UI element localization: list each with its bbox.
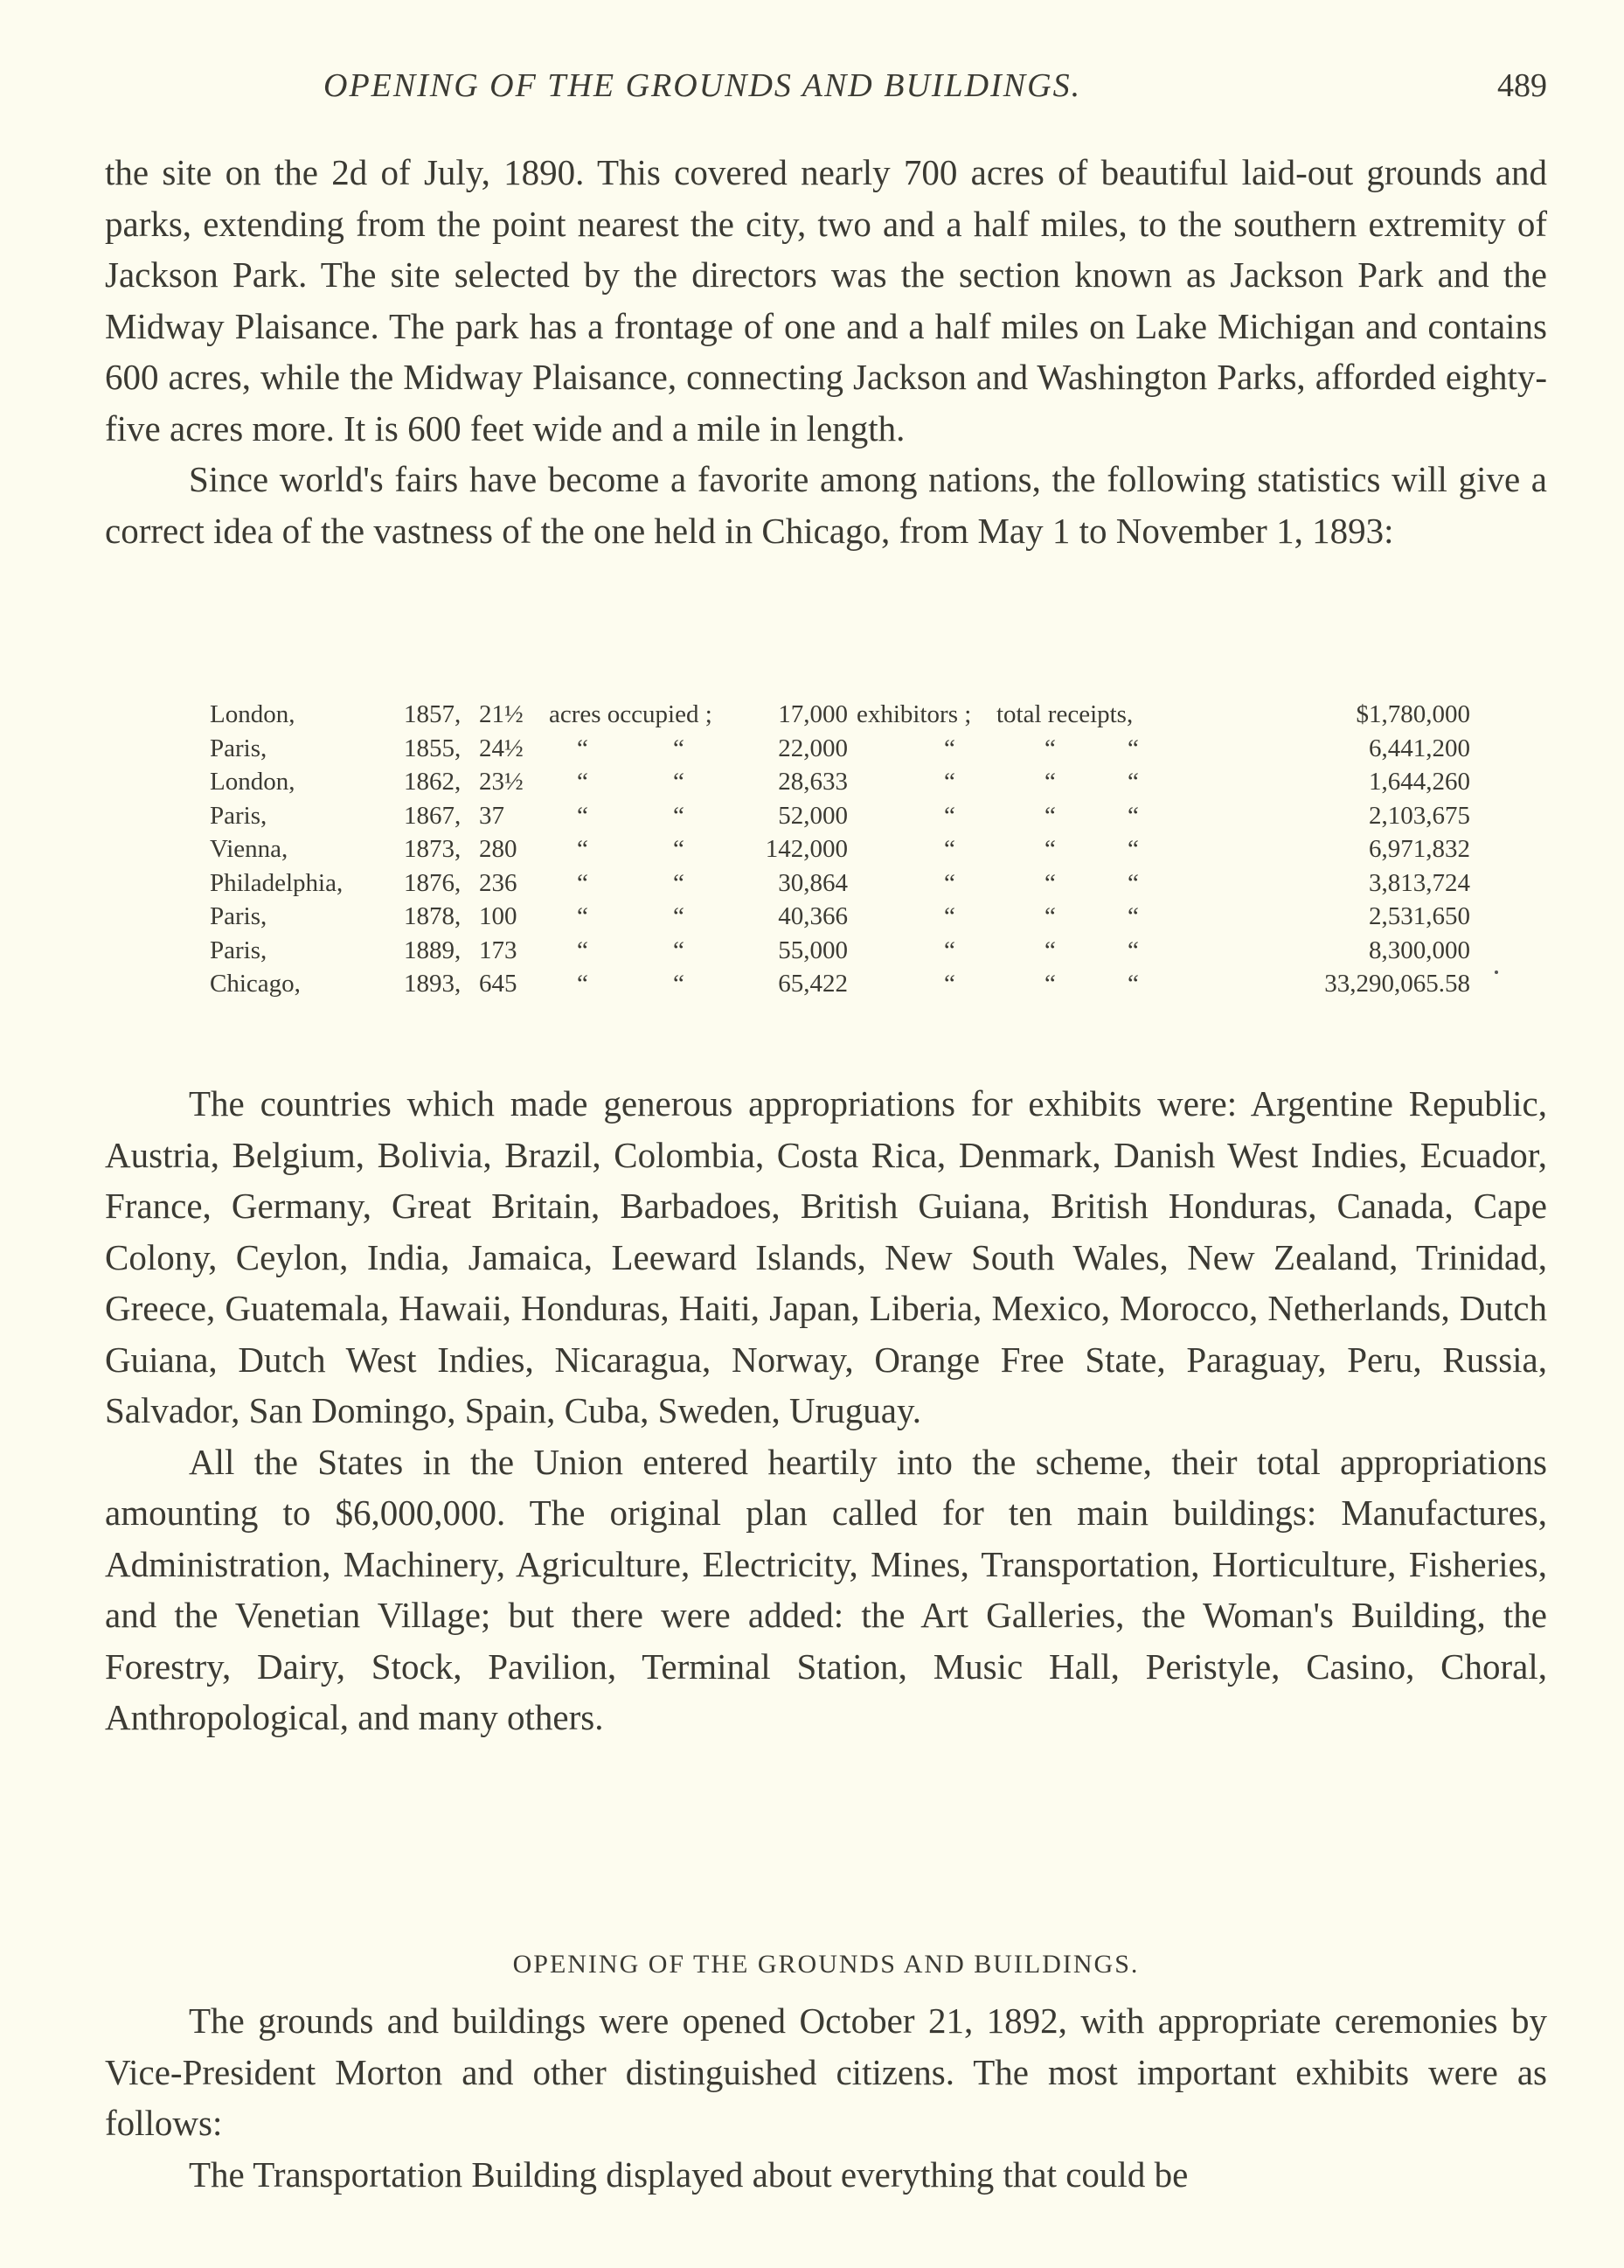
table-row bbox=[210, 765, 1538, 799]
ditto-mark: “ bbox=[577, 970, 588, 998]
ditto-mark: “ bbox=[577, 734, 588, 762]
receipts-label: total receipts, bbox=[996, 700, 1134, 728]
ditto-mark: “ bbox=[1128, 936, 1139, 964]
body-text-bottom bbox=[105, 1995, 1547, 2200]
ditto-mark: “ bbox=[1128, 734, 1139, 762]
ditto-mark: “ bbox=[944, 734, 955, 762]
year: 1873, bbox=[404, 835, 462, 863]
ditto-mark: “ bbox=[673, 902, 684, 930]
acres: 173 bbox=[479, 936, 517, 964]
acres: 236 bbox=[479, 868, 517, 897]
receipts: 3,813,724 bbox=[1369, 868, 1470, 897]
city: Vienna, bbox=[210, 835, 288, 863]
receipts: 2,531,650 bbox=[1369, 902, 1470, 930]
ditto-mark: “ bbox=[944, 868, 955, 897]
year: 1855, bbox=[404, 734, 462, 762]
receipts: 2,103,675 bbox=[1369, 801, 1470, 830]
city: Paris, bbox=[210, 801, 267, 830]
section-heading: OPENING OF THE GROUNDS AND BUILDINGS. bbox=[512, 1950, 1140, 1979]
ditto-mark: “ bbox=[673, 835, 684, 863]
ditto-mark: “ bbox=[944, 835, 955, 863]
acres: 21½ bbox=[479, 700, 524, 728]
city: Paris, bbox=[210, 902, 267, 930]
ditto-mark: “ bbox=[673, 768, 684, 796]
year: 1862, bbox=[404, 768, 462, 796]
ditto-mark: “ bbox=[1128, 768, 1139, 796]
acres: 37 bbox=[479, 801, 504, 830]
city: London, bbox=[210, 700, 295, 728]
city: Chicago, bbox=[210, 970, 301, 998]
running-head bbox=[105, 66, 1547, 110]
year: 1857, bbox=[404, 700, 462, 728]
paragraph: The grounds and buildings were opened October 21, 1892, with appropriate ceremonies by Vice-President Morton and other distinguished citizens. The most important exhibits were as follows: bbox=[105, 2000, 1547, 2143]
paragraph: The Transportation Building displayed about everything that could be bbox=[189, 2153, 1189, 2195]
ditto-mark: “ bbox=[944, 902, 955, 930]
table-row bbox=[210, 934, 1538, 968]
receipts: 33,290,065.58 bbox=[1324, 970, 1470, 998]
table-row bbox=[210, 732, 1538, 766]
receipts: 6,441,200 bbox=[1369, 734, 1470, 762]
ditto-mark: “ bbox=[944, 936, 955, 964]
year: 1878, bbox=[404, 902, 462, 930]
year: 1867, bbox=[404, 801, 462, 830]
exhibitors: 17,000 bbox=[778, 700, 848, 728]
ditto-mark: “ bbox=[673, 868, 684, 897]
print-speck bbox=[1495, 971, 1498, 974]
ditto-mark: “ bbox=[1044, 902, 1056, 930]
year: 1889, bbox=[404, 936, 462, 964]
table-row bbox=[210, 967, 1538, 1001]
ditto-mark: “ bbox=[577, 936, 588, 964]
ditto-mark: “ bbox=[1044, 835, 1056, 863]
city: Paris, bbox=[210, 936, 267, 964]
acres: 280 bbox=[479, 835, 517, 863]
acres: 24½ bbox=[479, 734, 524, 762]
running-title: OPENING OF THE GROUNDS AND BUILDINGS. bbox=[323, 67, 1082, 104]
paragraph: All the States in the Union entered heartily into the scheme, their total appropriations amounting to $6,000,000. The original plan called for ten main buildings: Manufactures, Administration, Machinery, Agriculture, Electricity, Mines, Transportation, Horticulture, Fisheries, and the Venetian Village; but there were added: the Art Galleries, the Woman's Building, the Forestry, Dairy, Stock, Pavilion, Terminal Station, Music Hall, Peristyle, Casino, Choral, Anthropological, and many others. bbox=[105, 1441, 1547, 1737]
paragraph: The countries which made generous appropriations for exhibits were: Argentine Republic, Austria, Belgium, Bolivia, Brazil, Colombia, Costa Rica, Denmark, Danish West Indies, Ecuador, France, Germany, Great Britain, Barbadoes, British Guiana, British Honduras, Canada, Cape Colony, Ceylon, India, Jamaica, Leeward Islands, New South Wales, New Zealand, Trinidad, Greece, Guatemala, Hawaii, Honduras, Haiti, Japan, Liberia, Mexico, Morocco, Netherlands, Dutch Guiana, Dutch West Indies, Nicaragua, Norway, Orange Free State, Paraguay, Peru, Russia, Salvador, San Domingo, Spain, Cuba, Sweden, Uruguay. bbox=[105, 1083, 1547, 1430]
acres: 100 bbox=[479, 902, 517, 930]
table-row bbox=[210, 698, 1538, 732]
city: Philadelphia, bbox=[210, 868, 344, 897]
ditto-mark: “ bbox=[577, 801, 588, 830]
ditto-mark: “ bbox=[1044, 970, 1056, 998]
ditto-mark: “ bbox=[673, 801, 684, 830]
exhibitors: 65,422 bbox=[778, 970, 848, 998]
paragraph: the site on the 2d of July, 1890. This covered nearly 700 acres of beautiful laid-out grounds and parks, extending from the point nearest the city, two and a half miles, to the southern extremity of Jackson Park. The site selected by the directors was the section known as Jackson Park and the Midway Plaisance. The park has a frontage of one and a half miles on Lake Michigan and contains 600 acres, while the Midway Plaisance, connecting Jackson and Washington Parks, afforded eighty-five acres more. It is 600 feet wide and a mile in length. bbox=[105, 152, 1547, 449]
exhibitors: 55,000 bbox=[778, 936, 848, 964]
exhibitors: 142,000 bbox=[765, 835, 848, 863]
ditto-mark: “ bbox=[673, 970, 684, 998]
ditto-mark: “ bbox=[1044, 936, 1056, 964]
receipts: $1,780,000 bbox=[1356, 700, 1470, 728]
ditto-mark: “ bbox=[944, 768, 955, 796]
table-row bbox=[210, 832, 1538, 866]
ditto-mark: “ bbox=[1044, 734, 1056, 762]
year: 1876, bbox=[404, 868, 462, 897]
ditto-mark: “ bbox=[673, 734, 684, 762]
table-row bbox=[210, 799, 1538, 833]
acres: 23½ bbox=[479, 768, 524, 796]
receipts: 6,971,832 bbox=[1369, 835, 1470, 863]
ditto-mark: “ bbox=[944, 970, 955, 998]
exhibitors: 28,633 bbox=[778, 768, 848, 796]
city: London, bbox=[210, 768, 295, 796]
ditto-mark: “ bbox=[1128, 868, 1139, 897]
exhibitors-label: exhibitors ; bbox=[857, 700, 972, 728]
acres-label: acres occupied ; bbox=[549, 700, 712, 728]
city: Paris, bbox=[210, 734, 267, 762]
ditto-mark: “ bbox=[1128, 835, 1139, 863]
ditto-mark: “ bbox=[1128, 801, 1139, 830]
ditto-mark: “ bbox=[577, 902, 588, 930]
exhibitors: 40,366 bbox=[778, 902, 848, 930]
ditto-mark: “ bbox=[944, 801, 955, 830]
table-row bbox=[210, 900, 1538, 934]
ditto-mark: “ bbox=[673, 936, 684, 964]
ditto-mark: “ bbox=[1128, 902, 1139, 930]
ditto-mark: “ bbox=[1044, 868, 1056, 897]
page-number: 489 bbox=[1497, 67, 1547, 104]
ditto-mark: “ bbox=[577, 868, 588, 897]
body-text-middle bbox=[105, 1078, 1547, 1743]
exhibitors: 30,864 bbox=[778, 868, 848, 897]
ditto-mark: “ bbox=[1044, 801, 1056, 830]
ditto-mark: “ bbox=[1128, 970, 1139, 998]
ditto-mark: “ bbox=[1044, 768, 1056, 796]
year: 1893, bbox=[404, 970, 462, 998]
table-row bbox=[210, 866, 1538, 901]
body-text-top bbox=[105, 147, 1547, 556]
acres: 645 bbox=[479, 970, 517, 998]
exhibitors: 22,000 bbox=[778, 734, 848, 762]
ditto-mark: “ bbox=[577, 835, 588, 863]
paragraph: Since world's fairs have become a favorite among nations, the following statistics will give a correct idea of the vastness of the one held in Chicago, from May 1 to November 1, 1893: bbox=[105, 459, 1547, 551]
worlds-fairs-table bbox=[210, 698, 1538, 1001]
exhibitors: 52,000 bbox=[778, 801, 848, 830]
receipts: 8,300,000 bbox=[1369, 936, 1470, 964]
receipts: 1,644,260 bbox=[1369, 768, 1470, 796]
ditto-mark: “ bbox=[577, 768, 588, 796]
